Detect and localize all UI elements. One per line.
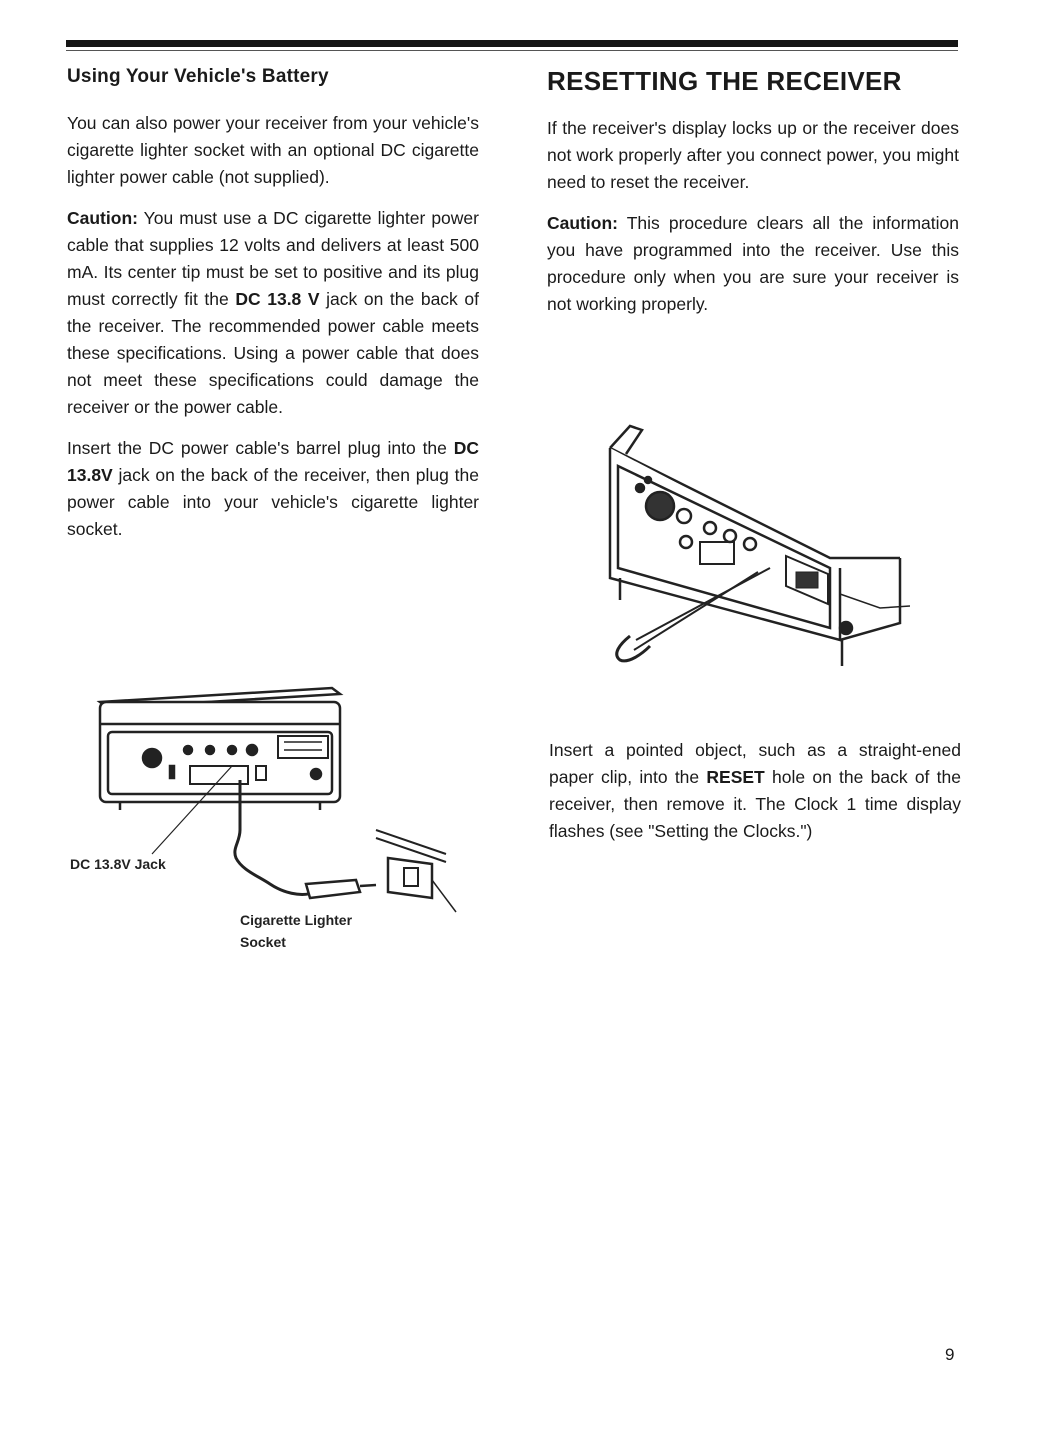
caution-jack-name: DC 13.8 V	[235, 289, 320, 309]
reset-caution-label: Caution:	[547, 213, 618, 233]
section-heading-resetting: RESETTING THE RECEIVER	[547, 66, 902, 96]
label-dc-jack: DC 13.8V Jack	[70, 856, 166, 872]
figure-reset-hole	[590, 418, 920, 680]
caution-text-2: jack on the back of the receiver. The recommended power cable meets these specifications. Using a power cable that does not meet these specifications could damage the receiver or the power cable.	[67, 289, 479, 417]
reset-instructions	[549, 737, 961, 845]
label-socket-line1: Cigarette Lighter	[240, 912, 353, 928]
section-heading-vehicle-battery: Using Your Vehicle's Battery	[67, 66, 329, 87]
page-number: 9	[945, 1345, 955, 1364]
paragraph-reset-intro: If the receiver's display locks up or the receiver does not work properly after you connect power, you might need to reset the receiver.	[547, 118, 959, 192]
insert-text-1: Insert the DC power cable's barrel plug into the	[67, 438, 454, 458]
reset-button-name: RESET	[706, 767, 765, 787]
label-socket-line2: Socket	[240, 934, 286, 950]
insert-text-2: jack on the back of the receiver, then plug the power cable into your vehicle's cigarette lighter socket.	[67, 465, 479, 539]
reset-text-2: hole on the back of the receiver, then remove it. The Clock 1 time display flashes (see "Setting the Clocks.")	[549, 767, 961, 841]
top-rule-thin	[66, 50, 958, 51]
right-column	[547, 66, 959, 332]
reset-caution-text: This procedure clears all the information you have programmed into the receiver. Use this procedure only when you are sure your receiver is not working properly.	[547, 213, 959, 314]
reset-illustration	[590, 418, 920, 680]
insert-jack-name: DC 13.8V	[67, 438, 479, 485]
paragraph-insert-plug	[67, 435, 479, 543]
paragraph-caution	[67, 205, 479, 421]
figure-power-cable-connection	[60, 680, 480, 970]
paragraph-reset-caution	[547, 210, 959, 318]
top-rule-thick	[66, 40, 958, 47]
caution-text-1: You must use a DC cigarette lighter power cable that supplies 12 volts and delivers at least 500 mA. Its center tip must be set to positive and its plug must correctly fit the	[67, 208, 479, 309]
left-column	[67, 66, 479, 557]
reset-text-1: Insert a pointed object, such as a straight-ened paper clip, into the	[549, 740, 961, 787]
paragraph-intro: You can also power your receiver from your vehicle's cigarette lighter socket with an optional DC cigarette lighter power cable (not supplied).	[67, 113, 479, 187]
caution-label: Caution:	[67, 208, 138, 228]
